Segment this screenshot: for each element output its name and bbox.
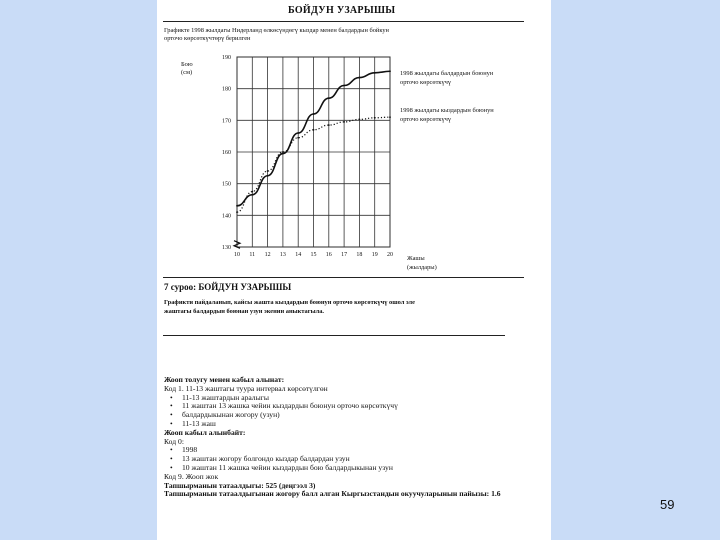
task-text-line-2: жаштагы балдардын боюнан узун экенин аныктагыла. — [164, 308, 325, 315]
x-tick-labels — [234, 252, 393, 258]
answer-bullet-item: • 10 жаштан 11 жашка чейин кыздардын бою балдардыкынан узун — [164, 464, 549, 473]
y-axis-label: Бою — [181, 61, 193, 68]
data-point-boys — [313, 113, 315, 115]
data-point-girls — [236, 211, 238, 213]
answer-line: Код 9. Жооп жок — [164, 472, 219, 481]
data-point-girls — [389, 116, 391, 118]
x-tick-label: 16 — [325, 252, 332, 258]
y-tick-label: 190 — [222, 55, 231, 61]
y-tick-label: 150 — [222, 181, 231, 188]
x-tick-label: 20 — [387, 252, 393, 258]
data-point-girls — [374, 117, 376, 119]
data-point-girls — [251, 191, 253, 193]
x-tick-label: 11 — [249, 252, 256, 258]
y-axis-label: (см) — [181, 69, 193, 76]
answer-heading: Жооп кабыл алынбайт: — [164, 428, 246, 437]
header-title: БОЙДУН УЗАРЫШЫ — [288, 5, 396, 16]
answer-bullet-item: • балдардыкынан жогору (узун) — [164, 411, 549, 420]
y-tick-labels — [222, 55, 231, 251]
y-tick-label: 180 — [222, 86, 231, 93]
data-point-boys — [236, 205, 238, 207]
chart-grid — [234, 57, 390, 248]
data-point-girls — [328, 124, 330, 126]
y-tick-label: 170 — [222, 118, 231, 125]
data-point-girls — [313, 129, 315, 131]
y-tick-label: 160 — [222, 150, 231, 156]
data-point-boys — [389, 70, 391, 72]
legend-label-boys: орточо көрсөткүчү — [400, 79, 452, 86]
answer-bullet-item: • 11-13 жаш — [164, 420, 549, 429]
data-point-boys — [359, 77, 361, 79]
x-tick-label: 14 — [295, 252, 302, 258]
x-tick-label: 17 — [341, 252, 348, 258]
chart-bottom-rule — [163, 277, 524, 278]
x-tick-label: 12 — [264, 252, 271, 258]
legend-label-boys: 1998 жылдагы балдардын боюнун — [400, 70, 494, 77]
header-rule — [163, 21, 524, 22]
x-tick-label: 19 — [371, 252, 378, 258]
task-text-line-1: Графикти пайдаланып, кайсы жашта кыздардын боюнун орточо көрсөткүчү ошол эле — [164, 299, 415, 306]
x-tick-label: 13 — [279, 252, 286, 258]
answer-bullet-item: • 13 жаштан жогору болгондо кыздар балдардан узун — [164, 455, 549, 464]
x-tick-label: 18 — [356, 252, 363, 258]
data-point-boys — [374, 72, 376, 74]
answer-heading: Тапшырманын татаалдыгынан жогору балл алган Кыргызстандын окуучуларынын пайызы: 1.6 — [164, 490, 501, 499]
legend-label-girls: орточо көрсөткүчү — [400, 116, 452, 123]
answer-line-rule — [163, 335, 505, 336]
data-point-girls — [267, 170, 269, 172]
answer-bullet-item: • 11-13 жаштардын аралыгы — [164, 394, 549, 403]
data-point-boys — [297, 132, 299, 134]
answer-line: Код 0: — [164, 437, 184, 446]
x-tick-label: 15 — [310, 252, 317, 258]
answer-heading: Тапшырманын татаалдыгы: 525 (деңгээл 3) — [164, 481, 316, 490]
x-axis-label: (жылдары) — [407, 264, 437, 271]
data-point-boys — [267, 175, 269, 177]
x-axis-label: Жашы — [407, 255, 425, 262]
answer-bullet-item: • 11 жаштан 13 жашка чейин кыздардын боюнун орточо көрсөткүчү — [164, 402, 549, 411]
task-title: 7 суроо: БОЙДУН УЗАРЫШЫ — [164, 282, 292, 292]
x-tick-label: 10 — [234, 252, 240, 258]
data-point-girls — [359, 118, 361, 120]
data-point-girls — [297, 137, 299, 139]
data-point-boys — [282, 153, 284, 155]
data-point-boys — [251, 194, 253, 196]
page-number: 59 — [660, 497, 675, 512]
chart-caption-line-2: орточо көрсөткүчтөрү берилген — [164, 35, 251, 42]
answer-heading: Жооп толугу менен кабыл алынат: — [164, 376, 285, 384]
height-growth-chart — [157, 45, 551, 275]
answer-line: Код 1. 11-13 жаштагы туура интервал көрсөтүлгөн — [164, 384, 328, 393]
y-tick-label: 140 — [222, 213, 231, 220]
legend-label-girls: 1998 жылдагы кыздардын боюнун — [400, 107, 494, 114]
data-point-boys — [328, 97, 330, 99]
y-tick-label: 130 — [222, 245, 231, 251]
data-point-girls — [282, 151, 284, 153]
chart-caption-line-1: Графикте 1998 жылдагы Нидерланд өлкөсүндөгү кыздар менен балдардын бойкун — [164, 27, 389, 34]
document-page — [157, 0, 551, 540]
data-point-girls — [343, 121, 345, 123]
data-point-boys — [343, 85, 345, 87]
scoring-guide — [164, 376, 549, 499]
answer-bullet-item: • 1998 — [164, 446, 549, 455]
